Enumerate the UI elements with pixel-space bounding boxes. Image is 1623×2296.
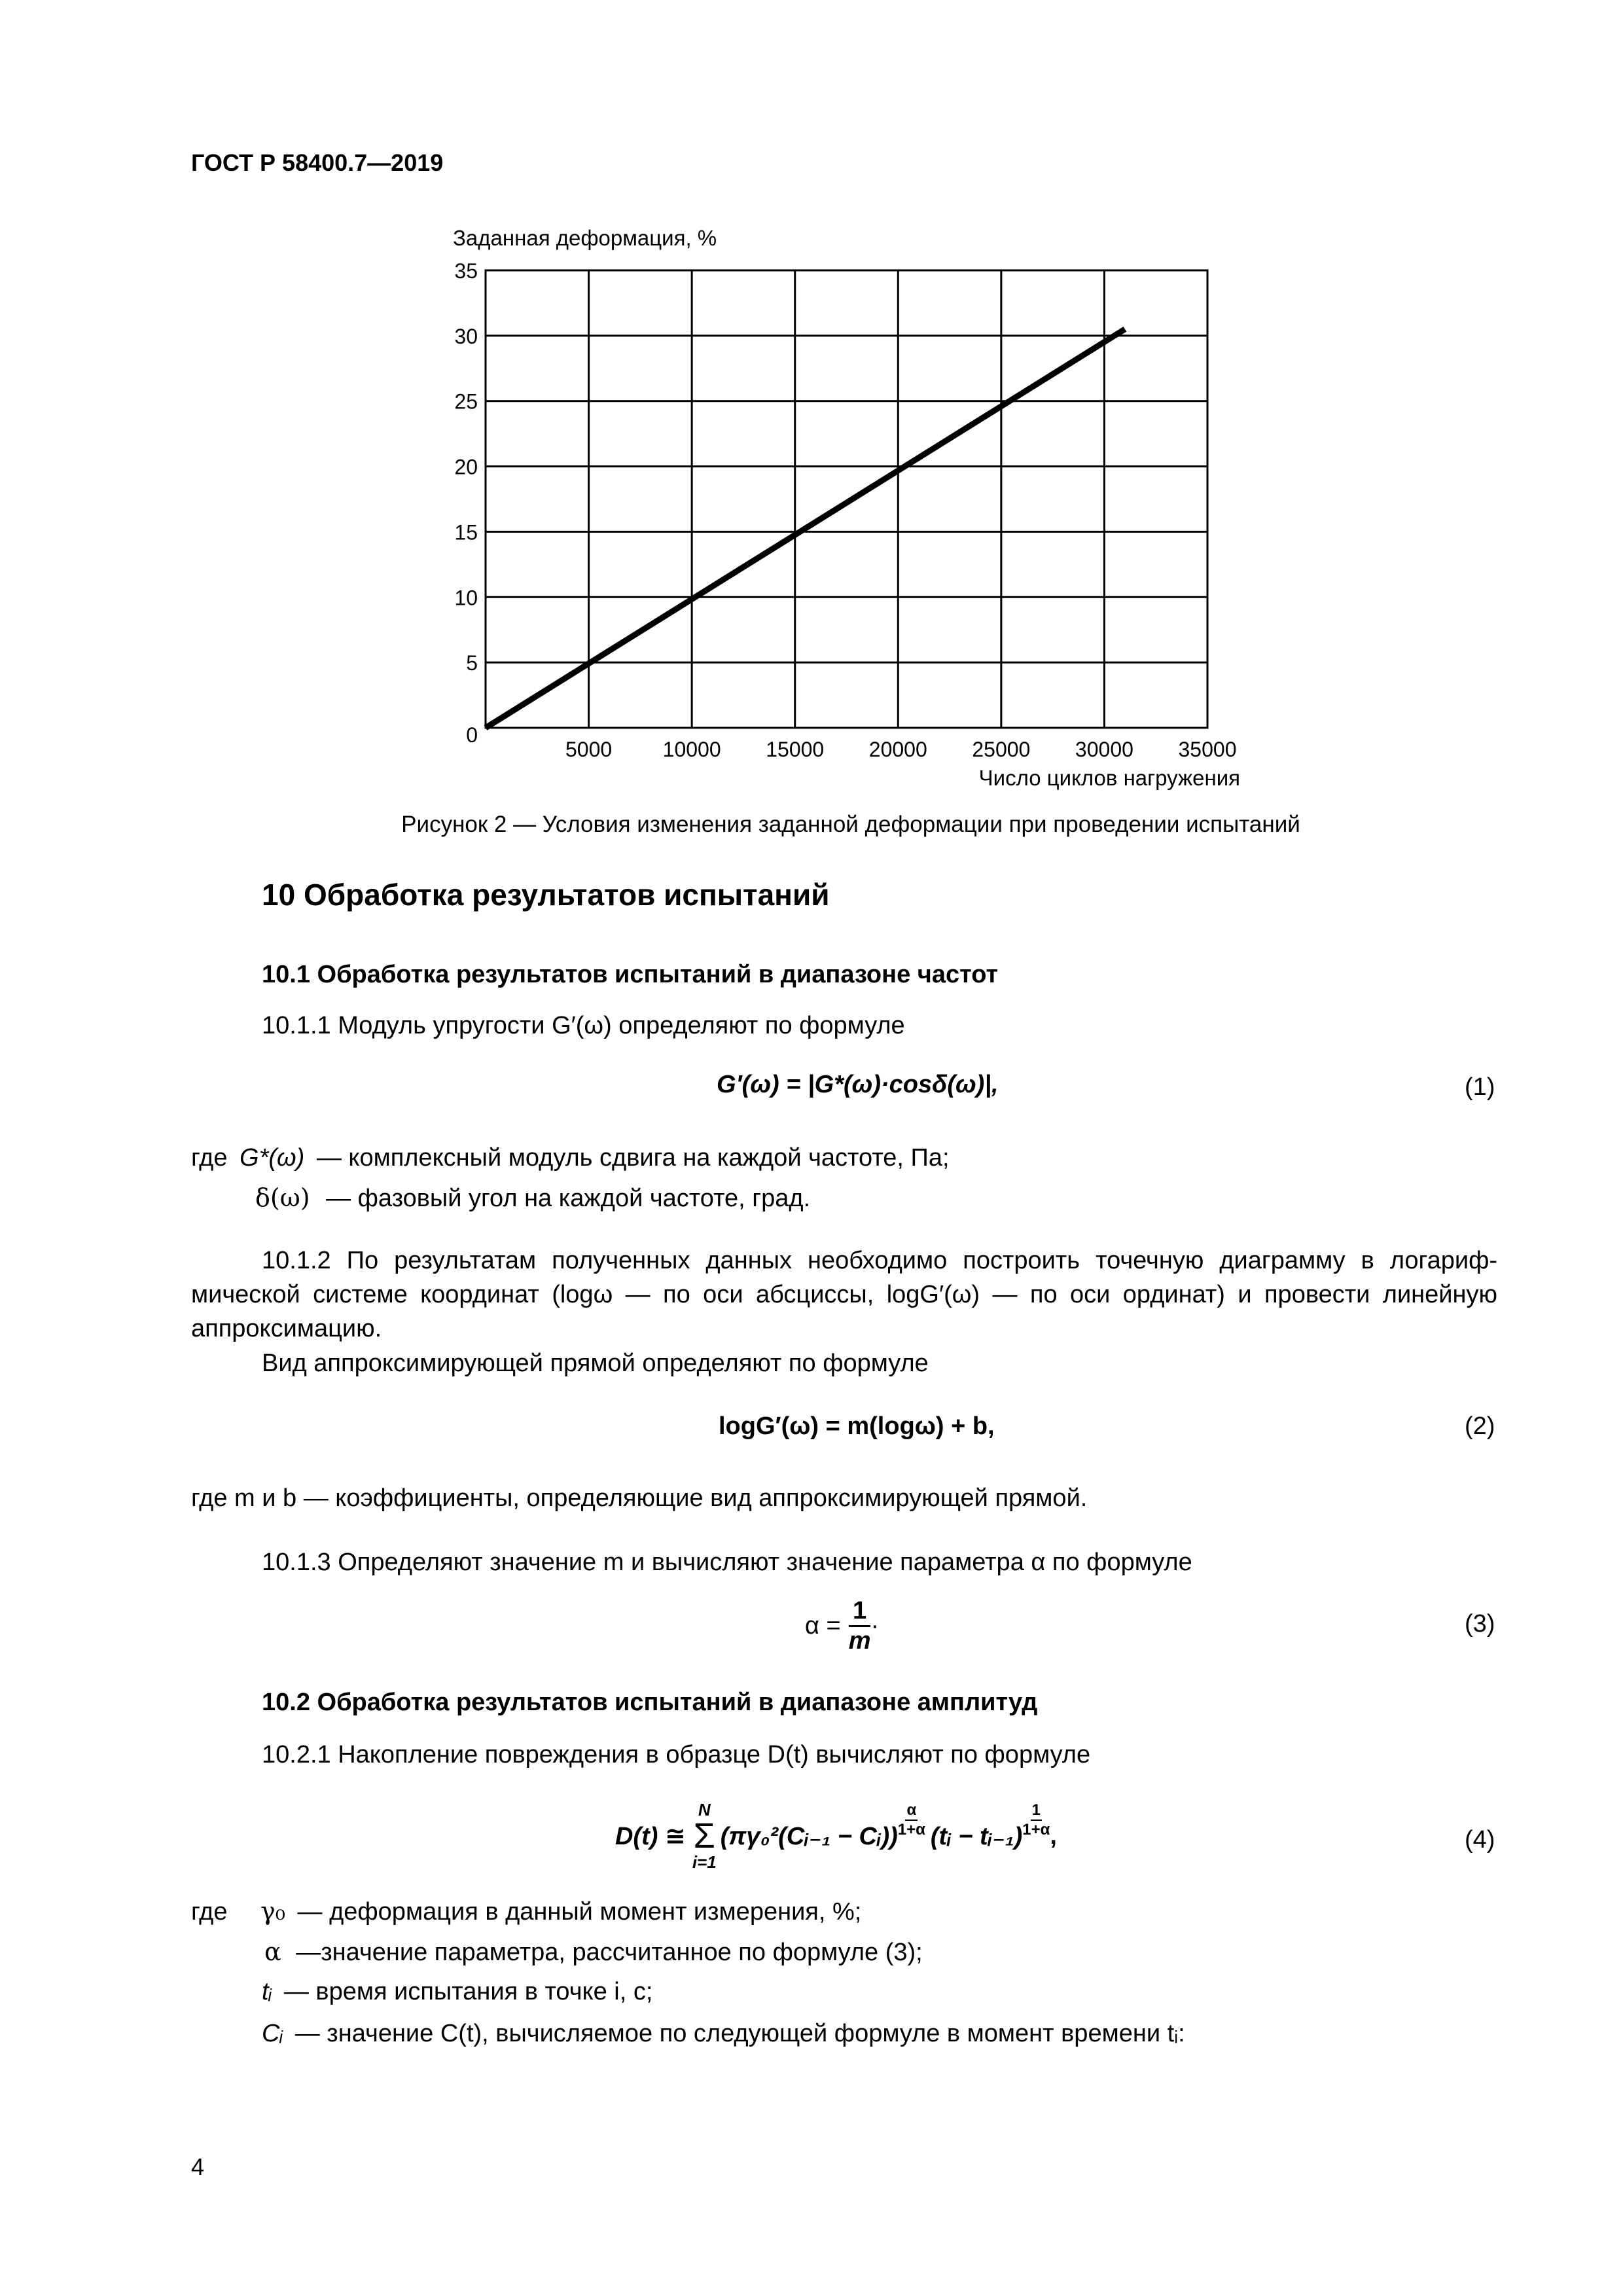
series-line — [486, 329, 1125, 728]
where-label: где — [191, 1898, 228, 1926]
chart-axis-labels — [453, 226, 1240, 790]
formula-3-lhs: α = — [805, 1612, 841, 1640]
sum-sign: Σ — [693, 1816, 715, 1856]
y-axis-title: Заданная деформация, % — [453, 226, 717, 250]
x-axis-title: Число циклов нагружения — [978, 766, 1240, 790]
paragraph-10-1-2 — [191, 1244, 1497, 1346]
y-tick-label: 30 — [454, 324, 478, 348]
definition-symbol: γ₀ — [260, 1897, 285, 1926]
formula-3-dot: · — [870, 1612, 880, 1640]
y-tick-label: 5 — [466, 651, 478, 675]
formula-1: G′(ω) = |G*(ω)·cosδ(ω)|, — [717, 1071, 999, 1098]
paragraph-10-1-3: 10.1.3 Определяют значение m и вычисляют значение параметра α по формуле — [262, 1549, 1192, 1576]
x-tick-label: 15000 — [766, 738, 825, 761]
origin-label: 0 — [466, 723, 478, 747]
x-tick-label: 30000 — [1075, 738, 1133, 761]
y-tick-label: 15 — [454, 520, 478, 545]
y-tick-label: 10 — [454, 586, 478, 610]
definition-row-t — [262, 1978, 652, 2006]
formula-3-fraction — [849, 1597, 871, 1655]
definition-row-c — [262, 2020, 1185, 2048]
paragraph-10-1-1: 10.1.1 Модуль упругости G′(ω) определяют по формуле — [262, 1012, 905, 1039]
definition-row-alpha — [264, 1937, 923, 1967]
exponent-1-top: α — [905, 1801, 918, 1821]
definition-text: — значение C(t), вычисляемое по следующей формуле в момент времени tᵢ: — [294, 2020, 1185, 2047]
formula-4-body-2: (tᵢ − tᵢ₋₁) — [930, 1822, 1023, 1850]
formula-4-tail: , — [1050, 1821, 1057, 1850]
fraction-denominator: m — [848, 1627, 871, 1655]
x-tick-label: 35000 — [1178, 738, 1237, 761]
paragraph-10-1-2-b: Вид аппроксимирующей прямой определяют по формуле — [262, 1350, 929, 1377]
definition-text: — время испытания в точке i, с; — [283, 1978, 653, 2005]
x-tick-label: 10000 — [662, 738, 721, 761]
formula-4 — [615, 1793, 1057, 1878]
definition-symbol: α — [264, 1937, 281, 1966]
definition-symbol: Cᵢ — [262, 2020, 283, 2047]
exponent-2-bottom: 1+α — [1022, 1821, 1050, 1839]
formula-3-number: (3) — [1465, 1610, 1495, 1638]
subsection-title-10-1: 10.1 Обработка результатов испытаний в диапазоне частот — [262, 961, 999, 988]
formula-1-number: (1) — [1465, 1073, 1495, 1101]
definition-row-g — [191, 1144, 950, 1172]
definition-row-gamma — [191, 1897, 861, 1926]
exponent-1 — [898, 1801, 925, 1839]
strain-chart — [0, 0, 1623, 805]
document-id: ГОСТ Р 58400.7—2019 — [191, 149, 444, 176]
chart-series — [486, 329, 1125, 728]
formula-2-number: (2) — [1465, 1412, 1495, 1440]
sum-upper: N — [698, 1800, 711, 1820]
subsection-title-10-2: 10.2 Обработка результатов испытаний в диапазоне амплитуд — [262, 1689, 1038, 1716]
section-title: 10 Обработка результатов испытаний — [262, 878, 830, 912]
definition-symbol: δ(ω) — [255, 1183, 310, 1212]
formula-2: logG′(ω) = m(logω) + b, — [719, 1412, 995, 1440]
sum-lower: i=1 — [692, 1852, 717, 1872]
fraction-numerator: 1 — [849, 1597, 870, 1627]
figure-caption: Рисунок 2 — Условия изменения заданной деформации при проведении испытаний — [401, 812, 1300, 837]
y-tick-label: 25 — [454, 389, 478, 414]
exponent-2-top: 1 — [1031, 1801, 1042, 1821]
x-tick-label: 5000 — [565, 738, 613, 761]
definition-text: — фазовый угол на каждой частоте, град. — [326, 1185, 811, 1212]
y-tick-label: 20 — [454, 455, 478, 479]
exponent-1-bottom: 1+α — [897, 1821, 925, 1839]
formula-3 — [805, 1597, 879, 1655]
definition-m-b: где m и b — коэффициенты, определяющие вид аппроксимирующей прямой. — [191, 1484, 1088, 1512]
formula-4-body: (πγ₀²(Cᵢ₋₁ − Cᵢ)) — [720, 1822, 898, 1850]
page-number: 4 — [191, 2153, 205, 2180]
formula-4-sum — [692, 1801, 717, 1871]
where-label: где — [191, 1144, 228, 1172]
definition-text: — деформация в данный момент измерения, %; — [297, 1898, 862, 1926]
definition-symbol: tᵢ — [262, 1978, 272, 2005]
paragraph-10-2-1: 10.2.1 Накопление повреждения в образце D(t) вычисляют по формуле — [262, 1741, 1091, 1768]
definition-text: —значение параметра, рассчитанное по формуле (3); — [296, 1939, 923, 1966]
definition-symbol: G*(ω) — [240, 1144, 305, 1172]
paragraph-text: 10.1.2 По результатам полученных данных необходимо построить точечную диаграмму в логарифмической системе координат (logω — по оси абсциссы, logG′(ω) — по оси ординат) и провести линейную аппроксимацию. — [191, 1247, 1497, 1342]
exponent-2 — [1022, 1801, 1050, 1839]
definition-row-delta — [255, 1183, 810, 1213]
x-tick-label: 25000 — [972, 738, 1031, 761]
x-tick-label: 20000 — [868, 738, 927, 761]
definition-text: — комплексный модуль сдвига на каждой частоте, Па; — [316, 1144, 950, 1172]
formula-4-lhs: D(t) ≅ — [615, 1822, 686, 1850]
formula-4-number: (4) — [1465, 1826, 1495, 1854]
y-tick-label: 35 — [454, 259, 478, 283]
